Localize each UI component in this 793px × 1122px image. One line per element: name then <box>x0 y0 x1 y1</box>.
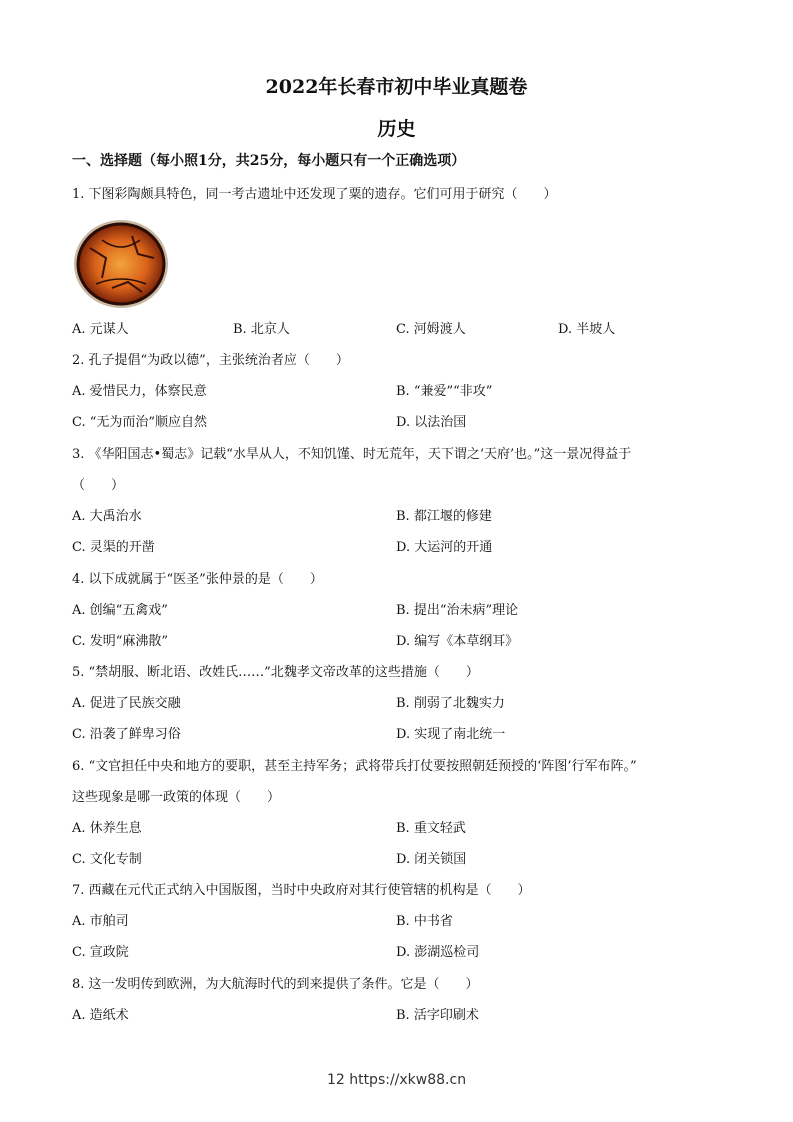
question-2-option-a: A. 爱惜民力，体察民意 <box>72 384 207 399</box>
question-7-option-a: A. 市舶司 <box>72 914 129 929</box>
subject-title: 历史 <box>377 118 416 140</box>
question-5-option-c: C. 沿袭了鲜卑习俗 <box>72 727 181 742</box>
question-3-option-b: B. 都江堰的修建 <box>396 509 492 524</box>
question-6-option-a: A. 休养生息 <box>72 821 142 836</box>
question-4-option-b: B. 提出“治未病”理论 <box>396 603 519 618</box>
question-2-option-d: D. 以法治国 <box>396 415 467 430</box>
question-6-stem-continued: 这些现象是哪一政策的体现（ ） <box>72 790 281 805</box>
question-4-stem: 4. 以下成就属于“医圣”张仲景的是（ ） <box>72 572 323 587</box>
section-heading: 一、选择题（每小照1分，共25分，每小题只有一个正确选项） <box>72 153 466 169</box>
question-7-stem: 7. 西藏在元代正式纳入中国版图，当时中央政府对其行使管辖的机构是（ ） <box>72 883 531 898</box>
question-8-option-b: B. 活字印刷术 <box>396 1008 479 1023</box>
question-6-option-b: B. 重文轻武 <box>396 821 466 836</box>
question-4-option-c: C. 发明“麻沸散” <box>72 634 169 649</box>
question-7-option-b: B. 中书省 <box>396 914 453 929</box>
page-title: 2022年长春市初中毕业真题卷 <box>265 76 528 98</box>
question-5-option-d: D. 实现了南北统一 <box>396 727 506 742</box>
question-8-option-a: A. 造纸术 <box>72 1008 129 1023</box>
question-5-option-b: B. 削弱了北魏实力 <box>396 696 505 711</box>
question-2-option-b: B. “兼爱”“非攻” <box>396 384 493 399</box>
painted-pottery-bowl-image <box>72 218 170 310</box>
question-3-stem: 3. 《华阳国志•蜀志》记载“水旱从人，不知饥馑、时无荒年，天下谓之‘天府’也。”这一景况得益于 <box>72 447 632 462</box>
question-8-stem: 8. 这一发明传到欧洲，为大航海时代的到来提供了条件。它是（ ） <box>72 977 479 992</box>
question-1-option-d: D. 半坡人 <box>558 322 616 337</box>
page-footer: 12 https://xkw88.cn <box>326 1072 467 1088</box>
question-3-option-d: D. 大运河的开通 <box>396 540 493 555</box>
question-2-option-c: C. “无为而治”顺应自然 <box>72 415 208 430</box>
question-5-option-a: A. 促进了民族交融 <box>72 696 181 711</box>
question-4-option-d: D. 编写《本草纲耳》 <box>396 634 519 649</box>
question-6-option-d: D. 闭关锁国 <box>396 852 467 867</box>
question-3-option-a: A. 大禹治水 <box>72 509 142 524</box>
question-1-stem: 1. 下图彩陶颇具特色，同一考古遗址中还发现了粟的遗存。它们可用于研究（ ） <box>72 187 557 202</box>
question-1-option-a: A. 元谋人 <box>72 322 129 337</box>
question-3-stem-continued: （ ） <box>72 478 125 493</box>
question-7-option-c: C. 宣政院 <box>72 945 129 960</box>
question-2-stem: 2. 孔子提倡“为政以德”，主张统治者应（ ） <box>72 353 349 368</box>
question-7-option-d: D. 澎湖巡检司 <box>396 945 480 960</box>
question-6-stem: 6. “文官担任中央和地方的要职，甚至主持军务；武将带兵打仗要按照朝廷预授的‘阵图’行军布阵。” <box>72 759 637 774</box>
question-1-option-c: C. 河姆渡人 <box>396 322 466 337</box>
question-4-option-a: A. 创编“五禽戏” <box>72 603 168 618</box>
question-6-option-c: C. 文化专制 <box>72 852 142 867</box>
question-5-stem: 5. “禁胡服、断北语、改姓氏……”北魏孝文帝改革的这些措施（ ） <box>72 665 479 680</box>
question-3-option-c: C. 灵渠的开凿 <box>72 540 155 555</box>
question-1-option-b: B. 北京人 <box>233 322 290 337</box>
